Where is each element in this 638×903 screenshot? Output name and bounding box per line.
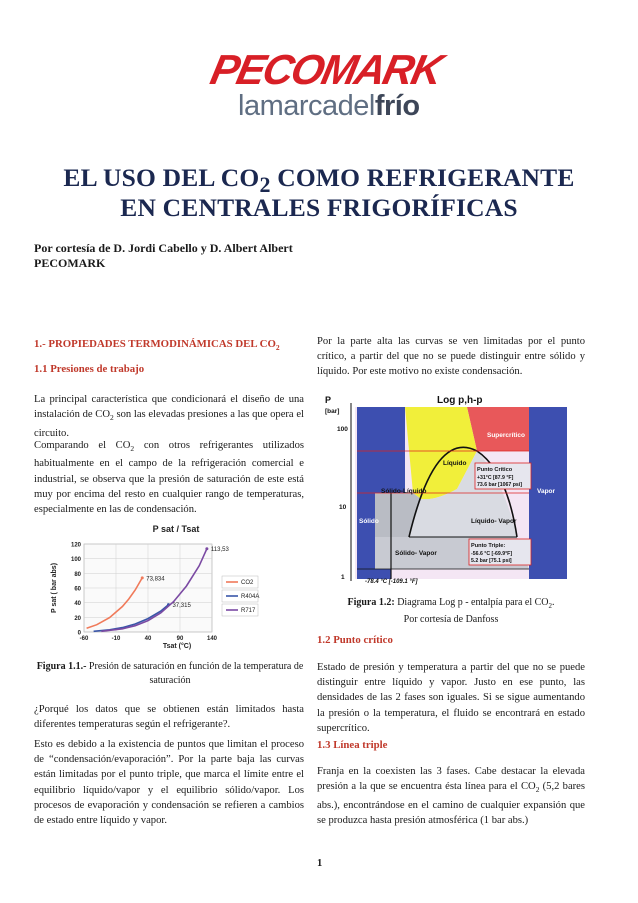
paragraph: Esto es debido a la existencia de puntos que limitan el proceso de “condensación/evaporación”. Por la parte baja las curvas están limitadas por el punto triple, que marca el límite entre el equilibrio líquido/vapor y el equilibrio sólido/vapor. Los procesos de evaporación y condensación se refieren a cambios de estado entre líquido y vapor.	[34, 739, 304, 827]
paragraph: ¿Porqué los datos que se obtienen están limitados hasta diferentes temperaturas según el refrigerante?.	[34, 704, 304, 731]
series-end-point	[205, 547, 208, 550]
paragraph: Franja en la coexisten las 3 fases. Cabe destacar la elevada presión a la que se encuentra ésta línea para el $CO_2$ (5,2 bares abs.), encontrándose en el camino de cualquier expansión que se produzca hasta presión atmosférica (1 bar abs.)	[317, 766, 585, 826]
triple-point-label: Punto Triple:	[471, 543, 506, 549]
diagram-region-supercritical	[467, 407, 529, 451]
label-liquido-vapor: Líquido- Vapor	[471, 518, 517, 525]
legend-entry: R717	[241, 608, 256, 614]
x-tick-label: -60	[79, 636, 89, 642]
figure-1-2-caption: Figura 1.2: Diagrama Log p - entalpía para el $CO_2$. Por cortesía de Danfoss	[347, 597, 555, 625]
label-vapor: Vapor	[537, 488, 556, 495]
y-tick-label: 100	[70, 557, 81, 564]
critical-point-pressure: 73.6 bar [1067 psi]	[477, 482, 522, 488]
y-tick-label: 0	[77, 630, 81, 637]
legend-entry: CO2	[241, 580, 254, 586]
label-solido-vapor: Sólido- Vapor	[395, 550, 437, 557]
label-solido-liquido: Sólido-Líquido	[381, 488, 427, 495]
critical-point-temp: +31°C [87.9 °F]	[477, 475, 514, 481]
diagram-y-unit: [bar]	[325, 408, 340, 415]
y-tick-label: 20	[74, 615, 81, 622]
pecomark-logo	[206, 46, 446, 93]
y-tick-label: 60	[74, 586, 81, 593]
triple-point-temp: -56.6 °C [-69.9°F]	[471, 551, 513, 557]
label-liquido: Líquido	[443, 460, 467, 467]
section-1-3-heading: 1.3 Línea triple	[317, 739, 388, 751]
paragraph: La principal característica que condicionará el diseño de una instalación de $CO_2$ son las elevadas presiones a las que opera el circuito.	[34, 394, 304, 439]
logo-brand: PECOMARK	[206, 46, 446, 93]
series-end-point	[141, 576, 144, 579]
triple-point-pressure: 5.2 bar [75.1 psi]	[471, 558, 512, 564]
diagram-y-tick: 10	[339, 504, 347, 511]
page-title-line1: EL USO DEL $CO_2$ COMO REFRIGERANTE	[63, 163, 575, 197]
y-tick-label: 120	[70, 542, 81, 549]
x-tick-label: 40	[144, 636, 152, 642]
figure-1-1-chart	[44, 520, 310, 650]
diagram-axis-label: P	[325, 395, 332, 405]
diagram-y-tick: 100	[337, 426, 348, 433]
label-supercritico: Supercrítico	[487, 432, 525, 439]
diagram-title: Log p,h-p	[437, 395, 483, 406]
paragraph: Estado de presión y temperatura a partir del que no se puede distinguir entre líquido y vapor. Justo en ese punto, las densidades de las 2 fases son iguales. Si se sigue aumentando la presión o la temperatura, el fluido se encontrará en estado supercrítico.	[317, 662, 585, 734]
paragraph: Comparando el $CO_2$ con otros refrigerantes utilizados habitualmente en el campo de la refrigeración comercial e industrial, se observa que la presión de saturación de este está muy por encima del resto en cualquier rango de temperaturas, especialmente en las de condensación.	[34, 440, 304, 515]
page-number: 1	[317, 858, 323, 869]
figure-1-2-diagram	[317, 389, 575, 589]
x-tick-label: -10	[111, 636, 121, 642]
x-tick-label: 140	[206, 636, 218, 642]
logo-tagline: lamarcadelfrío	[238, 90, 420, 122]
legend-entry: R404A	[241, 594, 260, 600]
bottom-temp-label: -78.4 °C [-109.1 °F]	[365, 579, 418, 585]
label-solido: Sólido	[359, 518, 379, 525]
chart-y-label: P sat ( bar abs)	[51, 562, 58, 614]
data-label: 37,315	[172, 603, 191, 610]
chart-x-label: Tsat (°C)	[162, 643, 192, 650]
chart-title: P sat / Tsat	[152, 524, 200, 534]
data-label: 113,53	[210, 547, 229, 554]
page-title-line2: EN CENTRALES FRIGORÍFICAS	[120, 193, 518, 222]
section-1-heading: 1.- PROPIEDADES TERMODINÁMICAS DEL $CO_2$	[34, 338, 280, 353]
critical-point-label: Punto Crítico	[477, 467, 513, 473]
section-1-2-heading: 1.2 Punto crítico	[317, 634, 393, 646]
x-tick-label: 90	[176, 636, 184, 642]
figure-1-1-caption: Figura 1.1.- Presión de saturación en función de la temperatura de saturación	[36, 661, 304, 686]
paragraph: Por la parte alta las curvas se ven limitadas por el punto crítico, a partir del que no se puede distinguir entre sólido y líquido. Por este motivo no existe condensación.	[317, 336, 585, 378]
author-company: PECOMARK	[34, 256, 106, 270]
data-label: 73,834	[146, 576, 165, 583]
section-1-1-heading: 1.1 Presiones de trabajo	[34, 363, 145, 375]
y-tick-label: 40	[74, 601, 81, 608]
y-tick-label: 80	[74, 571, 81, 578]
diagram-y-tick: 1	[341, 574, 345, 581]
author-line: Por cortesía de D. Jordi Cabello y D. Albert Albert	[34, 241, 293, 255]
